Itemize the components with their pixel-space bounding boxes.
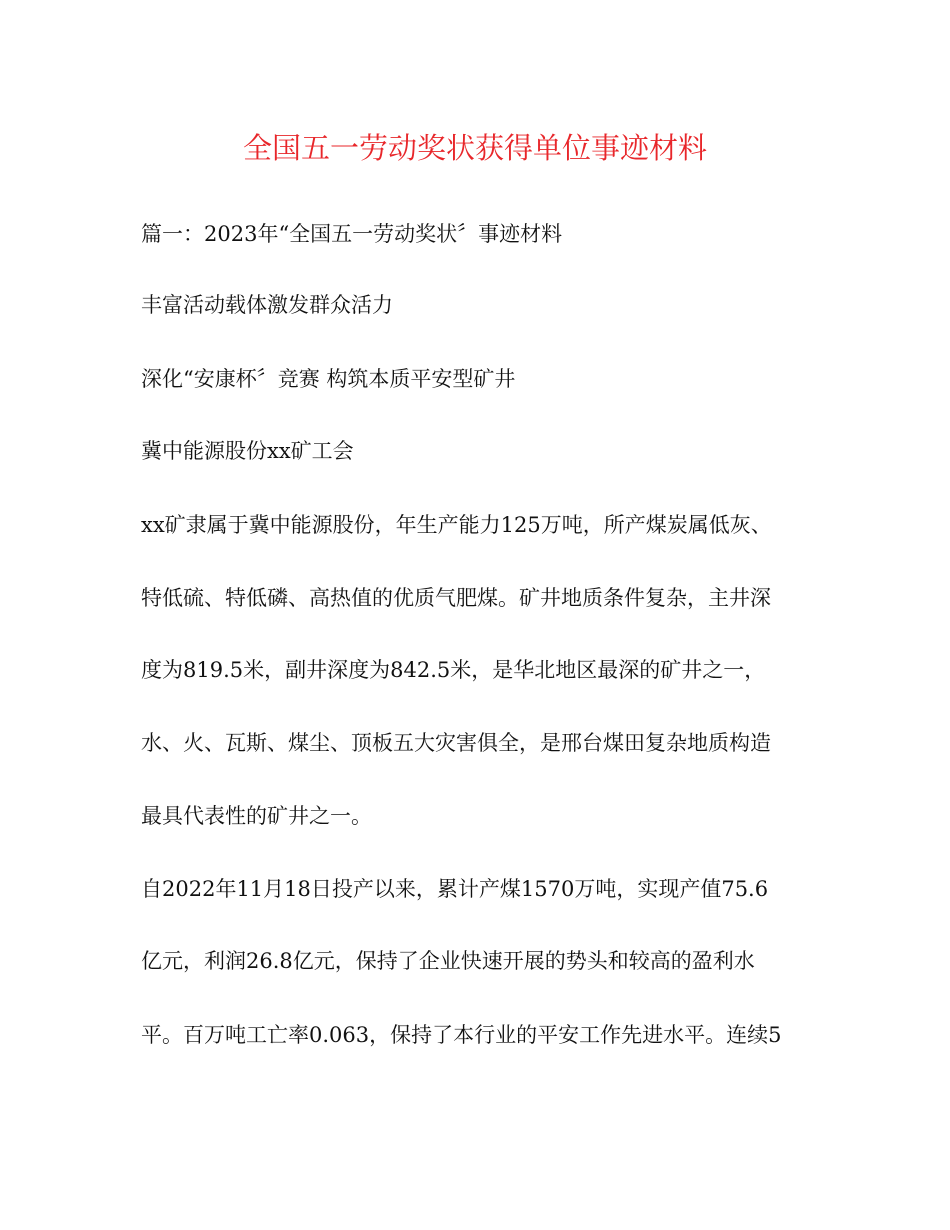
section-heading: 篇一：2023年“全国五一劳动奖状〞事迹材料 [141,222,563,246]
body-text-line: 度为819.5米，副井深度为842.5米，是华北地区最深的矿井之一， [141,658,766,682]
organization-line: 冀中能源股份xx矿工会 [141,439,354,463]
document-title: 全国五一劳动奖状获得单位事迹材料 [242,131,707,165]
body-text-line: 最具代表性的矿井之一。 [141,804,372,828]
subtitle-line: 丰富活动载体激发群众活力 [141,293,393,317]
body-text-line: 特低硫、特低磷、高热值的优质气肥煤。矿井地质条件复杂，主井深 [141,586,771,610]
body-text-line: xx矿隶属于冀中能源股份，年生产能力125万吨，所产煤炭属低灰、 [141,513,772,537]
body-text-line: 亿元，利润26.8亿元，保持了企业快速开展的势头和较高的盈利水 [141,949,755,973]
body-text-line: 自2022年11月18日投产以来，累计产煤1570万吨，实现产值75.6 [141,877,769,901]
body-text-line: 水、火、瓦斯、煤尘、顶板五大灾害俱全，是邢台煤田复杂地质构造 [141,731,771,755]
body-text-line: 平。百万吨工亡率0.063，保持了本行业的平安工作先进水平。连续5 [141,1023,782,1047]
subtitle-line: 深化“安康杯〞竞赛 构筑本质平安型矿井 [141,367,516,391]
